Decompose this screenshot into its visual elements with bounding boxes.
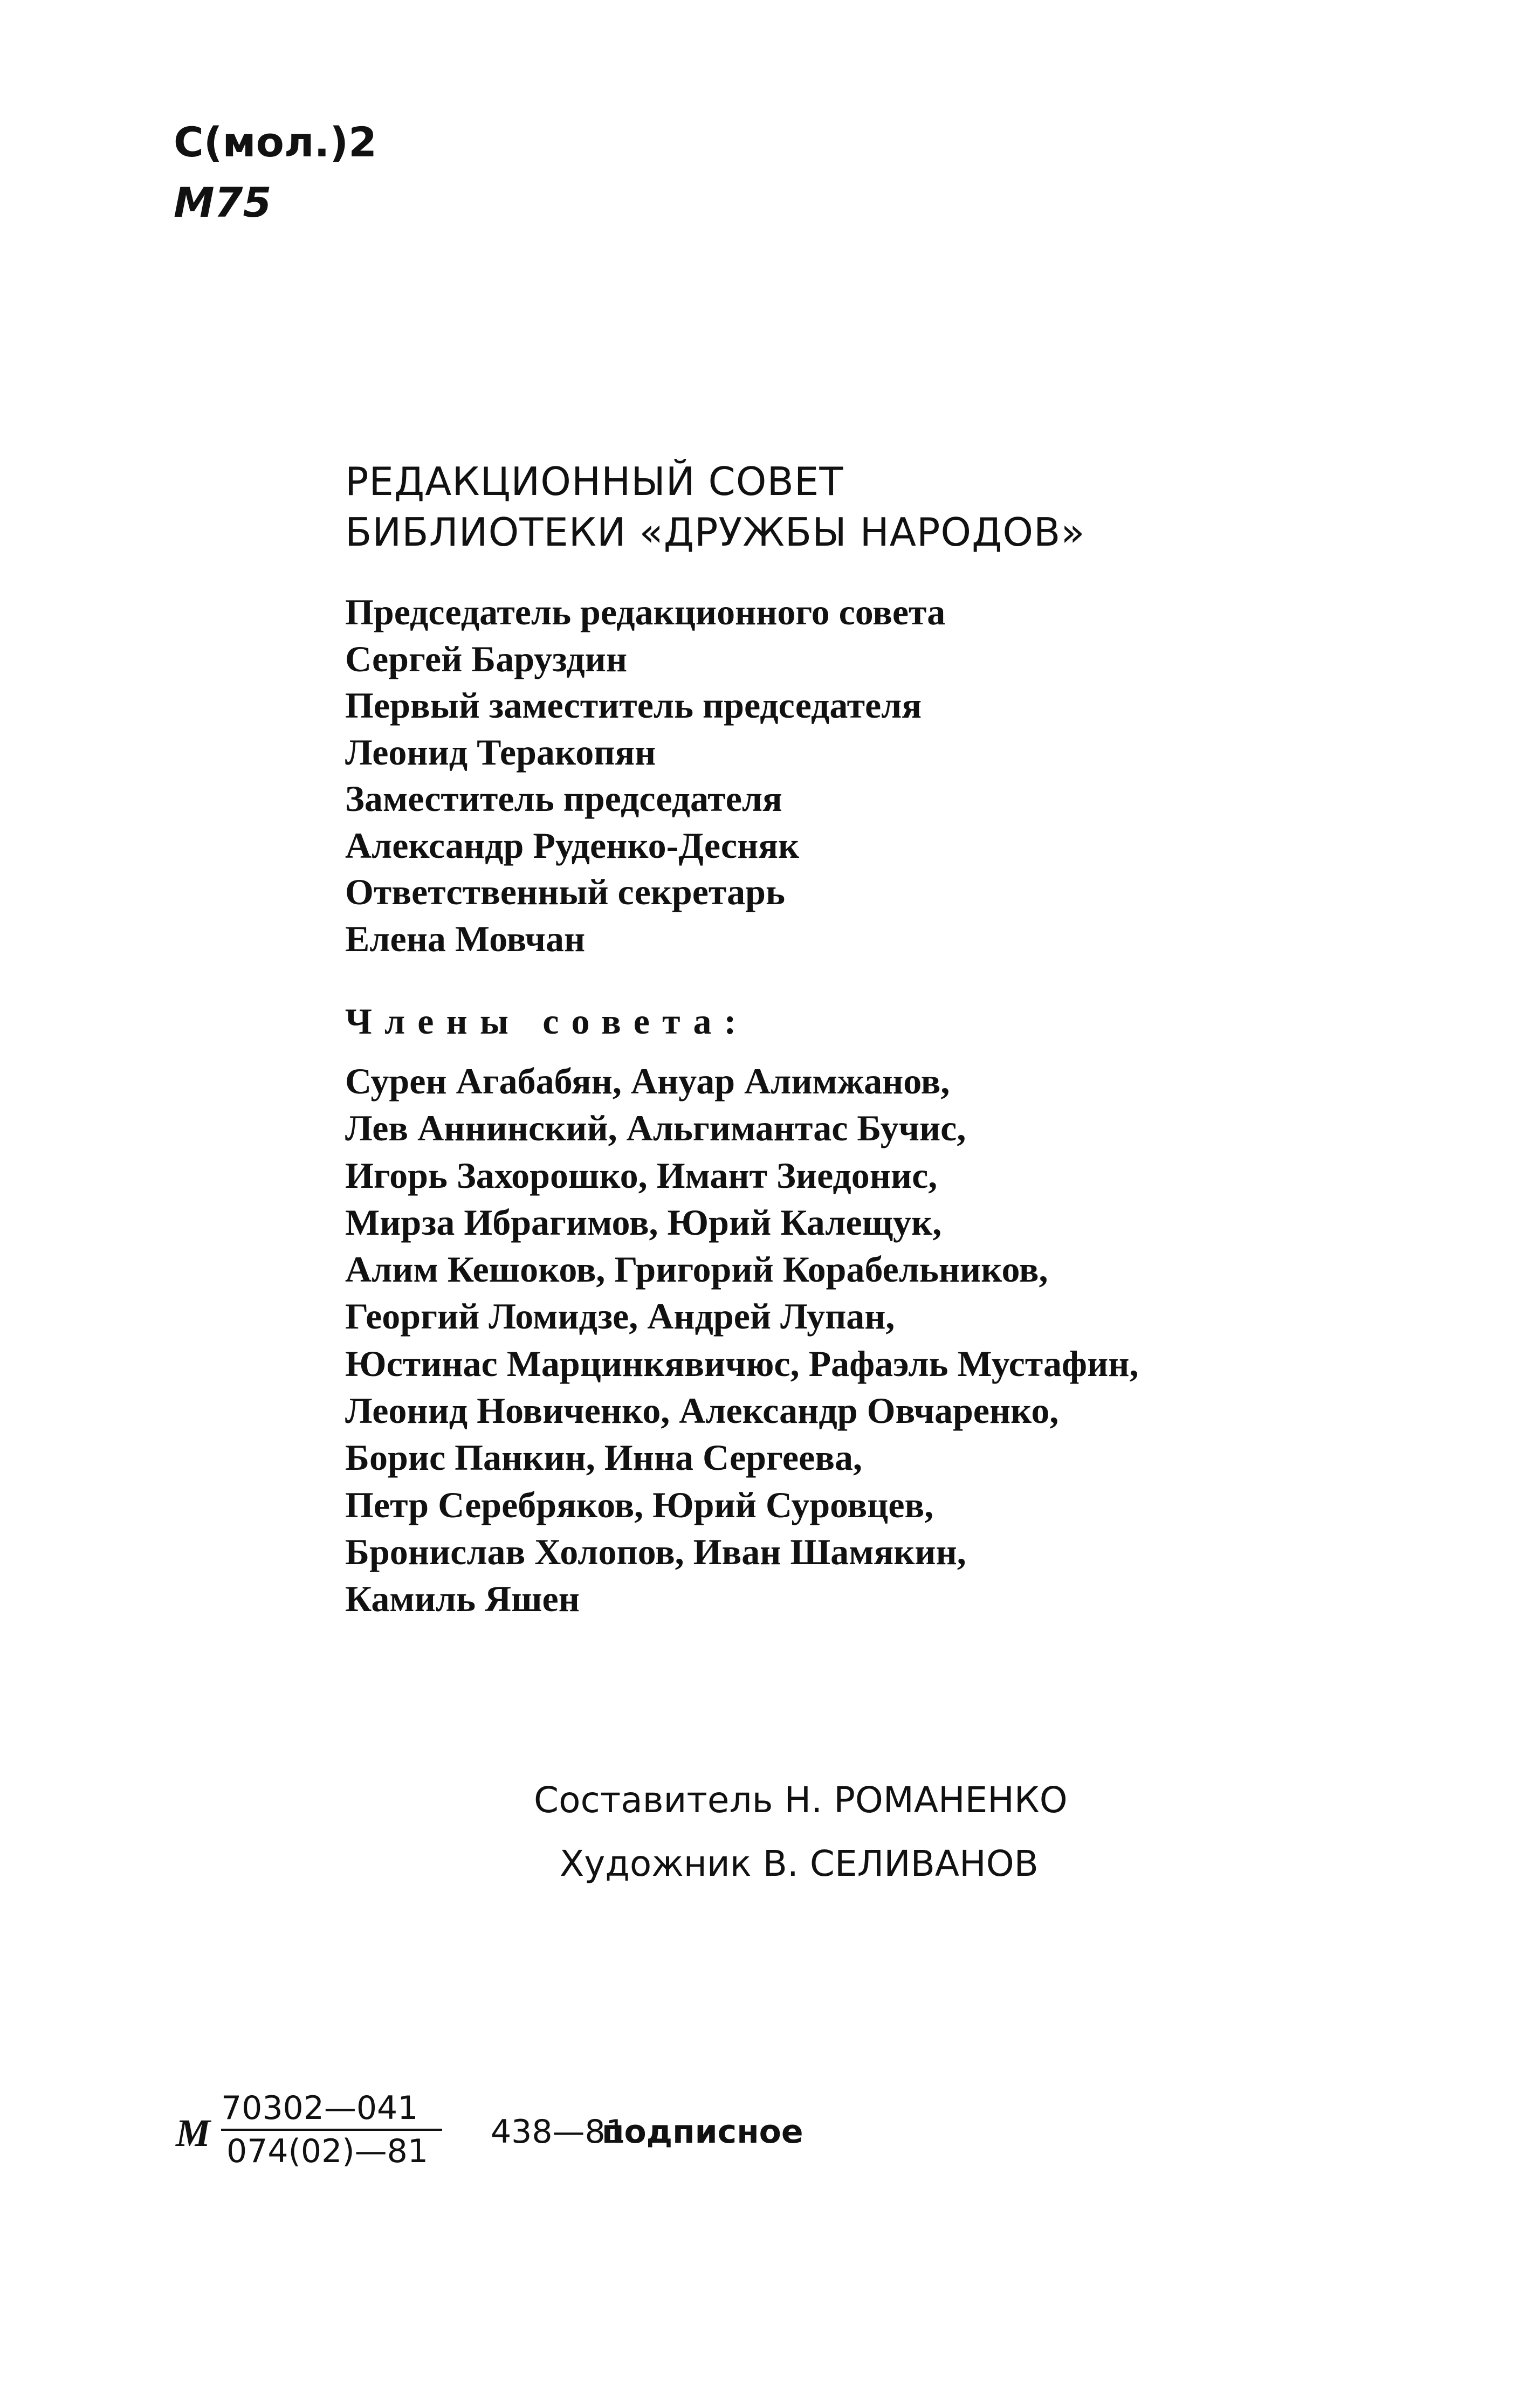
members-list	[345, 1058, 1138, 1623]
fraction-bar	[221, 2129, 442, 2131]
subscription-label: подписное	[602, 2113, 803, 2151]
library-index-line-2: М75	[174, 178, 272, 226]
officer-name: Александр Руденко-Десняк	[345, 824, 800, 866]
members-heading: Члены совета:	[345, 1001, 749, 1042]
members-line: Леонид Новиченко, Александр Овчаренко,	[345, 1390, 1059, 1432]
officer-role: Заместитель председателя	[345, 778, 782, 819]
officer-name: Елена Мовчан	[345, 918, 586, 959]
imprint-numerator: 70302—041	[221, 2089, 418, 2127]
members-line: Юстинас Марцинкявичюс, Рафаэль Мустафин,	[345, 1343, 1139, 1384]
officer-role: Ответственный секретарь	[345, 871, 785, 912]
officer-name: Сергей Баруздин	[345, 638, 628, 679]
members-line: Алим Кешоков, Григорий Корабельников,	[345, 1249, 1048, 1290]
council-title-line-2: БИБЛИОТЕКИ «ДРУЖБЫ НАРОДОВ»	[345, 510, 1085, 555]
members-line: Георгий Ломидзе, Андрей Лупан,	[345, 1296, 895, 1337]
members-line: Бронислав Холопов, Иван Шамякин,	[345, 1531, 966, 1572]
members-line: Борис Панкин, Инна Сергеева,	[345, 1437, 863, 1478]
members-line: Сурен Агабабян, Ануар Алимжанов,	[345, 1061, 950, 1102]
imprint-denominator: 074(02)—81	[226, 2132, 429, 2170]
officer-role: Первый заместитель председателя	[345, 685, 922, 726]
members-line: Игорь Захорошко, Имант Зиедонис,	[345, 1154, 938, 1196]
imprint-code-number: 438—81	[491, 2113, 626, 2151]
council-title-line-1: РЕДАКЦИОННЫЙ СОВЕТ	[345, 459, 844, 504]
imprint-letter: М	[176, 2111, 211, 2155]
members-line: Мирза Ибрагимов, Юрий Калещук,	[345, 1201, 942, 1243]
library-index-line-1: С(мол.)2	[174, 118, 377, 166]
members-line: Лев Аннинский, Альгимантас Бучис,	[345, 1107, 966, 1149]
members-line: Камиль Яшен	[345, 1578, 580, 1620]
members-line: Петр Серебряков, Юрий Суровцев,	[345, 1484, 934, 1525]
officer-name: Леонид Теракопян	[345, 731, 656, 773]
council-title	[345, 456, 1085, 558]
officer-role: Председатель редакционного совета	[345, 591, 946, 632]
officers-list	[345, 589, 945, 962]
artist-credit: Художник В. СЕЛИВАНОВ	[560, 1843, 1039, 1884]
imprint-fraction	[221, 2089, 626, 2173]
imprint-code	[176, 2089, 877, 2173]
compiler-credit: Составитель Н. РОМАНЕНКО	[534, 1779, 1068, 1821]
